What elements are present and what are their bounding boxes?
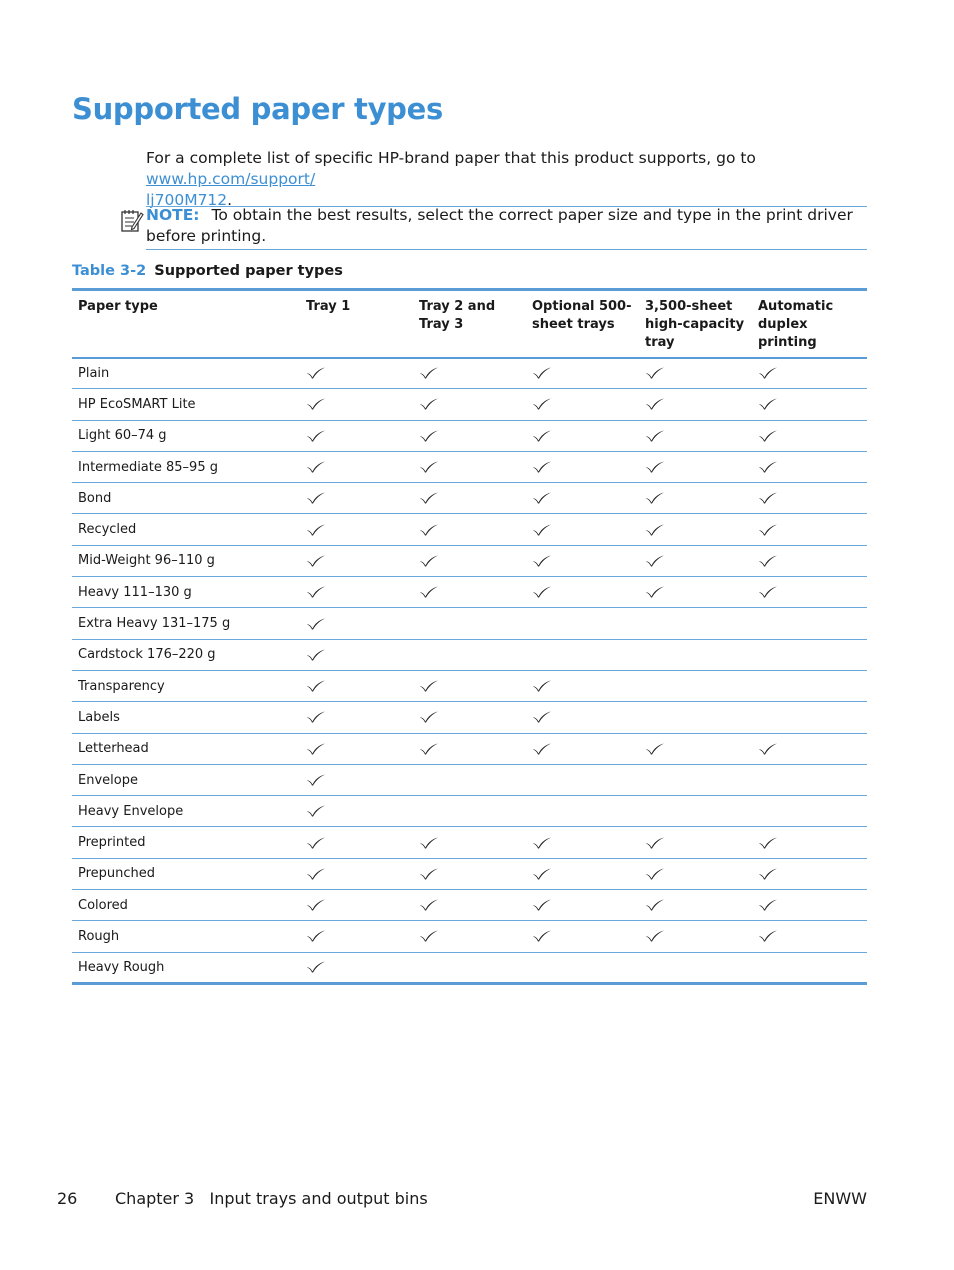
checkmark-icon	[419, 429, 439, 443]
support-cell	[639, 639, 752, 670]
intro-paragraph	[146, 148, 866, 211]
paper-type-cell: Preprinted	[72, 827, 300, 858]
support-cell	[300, 358, 413, 389]
support-cell	[413, 670, 526, 701]
table-row	[72, 420, 867, 451]
table-row	[72, 577, 867, 608]
checkmark-icon	[758, 460, 778, 474]
support-cell	[752, 358, 867, 389]
intro-text: For a complete list of specific HP-brand paper that this product supports, go to	[146, 149, 756, 167]
support-cell	[300, 420, 413, 451]
support-cell	[300, 577, 413, 608]
column-header: Tray 2 and Tray 3	[413, 290, 526, 358]
support-cell	[639, 514, 752, 545]
support-cell	[300, 702, 413, 733]
support-cell	[413, 702, 526, 733]
checkmark-icon	[419, 460, 439, 474]
support-cell	[413, 858, 526, 889]
checkmark-icon	[645, 867, 665, 881]
support-cell	[639, 670, 752, 701]
checkmark-icon	[419, 836, 439, 850]
checkmark-icon	[645, 585, 665, 599]
intro-end: .	[227, 191, 233, 209]
checkmark-icon	[645, 929, 665, 943]
table-row	[72, 358, 867, 389]
support-cell	[639, 608, 752, 639]
paper-type-cell: Rough	[72, 921, 300, 952]
checkmark-icon	[758, 397, 778, 411]
support-cell	[639, 702, 752, 733]
checkmark-icon	[306, 679, 326, 693]
support-link-continued[interactable]: lj700M712	[146, 191, 228, 209]
paper-type-cell: Heavy Rough	[78, 959, 165, 975]
support-cell	[526, 514, 639, 545]
checkmark-icon	[306, 397, 326, 411]
table-row	[72, 733, 867, 764]
support-cell	[526, 358, 639, 389]
paper-type-cell: Heavy 111–130 g	[72, 577, 300, 608]
support-cell	[639, 952, 752, 983]
checkmark-icon	[306, 836, 326, 850]
paper-type-cell: Labels	[72, 702, 300, 733]
checkmark-icon	[306, 898, 326, 912]
support-cell	[526, 921, 639, 952]
support-cell	[752, 545, 867, 576]
support-cell	[413, 420, 526, 451]
checkmark-icon	[532, 366, 552, 380]
support-cell	[639, 545, 752, 576]
checkmark-icon	[758, 867, 778, 881]
checkmark-icon	[419, 679, 439, 693]
note-pad-icon	[120, 207, 144, 233]
support-cell	[752, 796, 867, 827]
paper-type-cell: Recycled	[72, 514, 300, 545]
table-row	[72, 858, 867, 889]
checkmark-icon	[645, 898, 665, 912]
table-row	[72, 451, 867, 482]
paper-type-cell: Colored	[72, 890, 300, 921]
support-cell	[639, 764, 752, 795]
support-cell	[752, 577, 867, 608]
support-cell	[413, 764, 526, 795]
checkmark-icon	[306, 648, 326, 662]
checkmark-icon	[532, 523, 552, 537]
table-row	[72, 670, 867, 701]
checkmark-icon	[758, 898, 778, 912]
checkmark-icon	[532, 429, 552, 443]
support-cell	[752, 420, 867, 451]
support-cell	[413, 639, 526, 670]
support-cell	[526, 577, 639, 608]
checkmark-icon	[758, 929, 778, 943]
support-cell	[300, 733, 413, 764]
checkmark-icon	[532, 742, 552, 756]
support-cell	[413, 545, 526, 576]
checkmark-icon	[419, 523, 439, 537]
support-cell	[526, 389, 639, 420]
footer-locale: ENWW	[813, 1189, 867, 1208]
table-row	[72, 608, 867, 639]
footer-page-number: 26	[57, 1189, 78, 1208]
table-row	[72, 514, 867, 545]
paper-type-cell: Light 60–74 g	[72, 420, 300, 451]
table-row	[72, 890, 867, 921]
support-cell	[526, 827, 639, 858]
support-cell	[752, 514, 867, 545]
table-body	[72, 358, 867, 984]
support-cell	[526, 890, 639, 921]
support-cell	[752, 890, 867, 921]
checkmark-icon	[306, 929, 326, 943]
checkmark-icon	[306, 742, 326, 756]
checkmark-icon	[306, 617, 326, 631]
checkmark-icon	[758, 429, 778, 443]
support-cell	[413, 796, 526, 827]
table-row	[72, 827, 867, 858]
table-row	[72, 389, 867, 420]
support-cell	[752, 827, 867, 858]
support-cell	[300, 670, 413, 701]
note-bottom-rule	[146, 249, 867, 250]
support-cell	[300, 639, 413, 670]
checkmark-icon	[306, 867, 326, 881]
table-row	[72, 952, 867, 983]
paper-type-cell: Intermediate 85–95 g	[72, 451, 300, 482]
support-cell	[639, 890, 752, 921]
paper-type-cell: Prepunched	[72, 858, 300, 889]
column-header: Automatic duplex printing	[752, 290, 867, 358]
support-cell	[526, 858, 639, 889]
support-cell	[526, 670, 639, 701]
checkmark-icon	[419, 585, 439, 599]
checkmark-icon	[419, 710, 439, 724]
checkmark-icon	[758, 585, 778, 599]
checkmark-icon	[645, 742, 665, 756]
checkmark-icon	[419, 929, 439, 943]
table-row	[72, 483, 867, 514]
table-row	[72, 921, 867, 952]
support-cell	[300, 389, 413, 420]
checkmark-icon	[532, 867, 552, 881]
checkmark-icon	[645, 366, 665, 380]
checkmark-icon	[419, 366, 439, 380]
support-cell	[413, 483, 526, 514]
checkmark-icon	[532, 929, 552, 943]
paper-type-cell: Mid-Weight 96–110 g	[72, 545, 300, 576]
support-cell	[526, 764, 639, 795]
checkmark-icon	[645, 836, 665, 850]
support-cell	[526, 952, 639, 983]
support-cell	[526, 639, 639, 670]
support-cell	[300, 796, 413, 827]
support-cell	[752, 702, 867, 733]
paper-type-cell: Heavy Envelope	[72, 796, 300, 827]
support-cell	[413, 514, 526, 545]
checkmark-icon	[532, 585, 552, 599]
column-header: Optional 500- sheet trays	[526, 290, 639, 358]
support-cell	[639, 420, 752, 451]
support-cell	[752, 858, 867, 889]
checkmark-icon	[419, 491, 439, 505]
support-cell	[639, 451, 752, 482]
checkmark-icon	[306, 366, 326, 380]
checkmark-icon	[306, 960, 326, 974]
paper-type-cell: Letterhead	[72, 733, 300, 764]
checkmark-icon	[645, 523, 665, 537]
checkmark-icon	[758, 366, 778, 380]
support-cell	[639, 827, 752, 858]
paper-type-cell: Transparency	[72, 670, 300, 701]
paper-type-cell: HP EcoSMART Lite	[72, 389, 300, 420]
support-cell	[752, 639, 867, 670]
support-cell	[752, 608, 867, 639]
support-cell	[413, 827, 526, 858]
table-title: Supported paper types	[154, 263, 343, 279]
paper-types-table	[72, 288, 867, 985]
table-caption	[72, 263, 343, 279]
checkmark-icon	[645, 460, 665, 474]
support-cell	[526, 545, 639, 576]
support-cell	[413, 921, 526, 952]
table-row	[72, 639, 867, 670]
paper-type-cell: Extra Heavy 131–175 g	[72, 608, 300, 639]
checkmark-icon	[645, 491, 665, 505]
support-cell	[752, 483, 867, 514]
paper-type-cell: Bond	[72, 483, 300, 514]
checkmark-icon	[532, 460, 552, 474]
checkmark-icon	[532, 836, 552, 850]
support-cell	[300, 545, 413, 576]
table-row	[72, 796, 867, 827]
table-row	[72, 764, 867, 795]
checkmark-icon	[306, 773, 326, 787]
support-cell	[752, 952, 867, 983]
checkmark-icon	[419, 554, 439, 568]
support-cell	[526, 451, 639, 482]
support-cell	[526, 420, 639, 451]
table-row	[72, 545, 867, 576]
note-text-block	[146, 205, 866, 247]
checkmark-icon	[758, 836, 778, 850]
checkmark-icon	[532, 397, 552, 411]
page-title: Supported paper types	[72, 92, 443, 126]
paper-type-cell: Plain	[72, 358, 300, 389]
table-header-row	[72, 290, 867, 358]
support-cell	[300, 483, 413, 514]
support-cell	[526, 483, 639, 514]
checkmark-icon	[306, 585, 326, 599]
checkmark-icon	[532, 898, 552, 912]
paper-type-cell: Envelope	[72, 764, 300, 795]
column-header: Paper type	[72, 290, 300, 358]
support-cell	[639, 483, 752, 514]
checkmark-icon	[645, 554, 665, 568]
table-number: Table 3-2	[72, 263, 147, 279]
support-cell	[413, 577, 526, 608]
checkmark-icon	[645, 397, 665, 411]
checkmark-icon	[758, 491, 778, 505]
support-cell	[300, 890, 413, 921]
support-cell	[752, 670, 867, 701]
support-cell	[300, 764, 413, 795]
checkmark-icon	[758, 742, 778, 756]
support-cell	[300, 921, 413, 952]
note-body: To obtain the best results, select the correct paper size and type in the print driver before printing.	[146, 206, 853, 245]
support-cell	[300, 952, 413, 983]
column-header: 3,500-sheet high-capacity tray	[639, 290, 752, 358]
note-label: NOTE:	[146, 206, 200, 224]
checkmark-icon	[532, 491, 552, 505]
checkmark-icon	[758, 523, 778, 537]
paper-type-cell: Cardstock 176–220 g	[72, 639, 300, 670]
support-cell	[526, 733, 639, 764]
support-cell	[752, 764, 867, 795]
checkmark-icon	[532, 710, 552, 724]
checkmark-icon	[419, 867, 439, 881]
support-link[interactable]: www.hp.com/support/	[146, 170, 316, 188]
checkmark-icon	[306, 554, 326, 568]
checkmark-icon	[532, 554, 552, 568]
checkmark-icon	[306, 804, 326, 818]
support-cell	[639, 358, 752, 389]
support-cell	[413, 733, 526, 764]
support-cell	[639, 921, 752, 952]
support-cell	[300, 514, 413, 545]
support-cell	[752, 451, 867, 482]
checkmark-icon	[419, 742, 439, 756]
support-cell	[752, 733, 867, 764]
support-cell	[639, 389, 752, 420]
support-cell	[300, 451, 413, 482]
checkmark-icon	[306, 460, 326, 474]
support-cell	[413, 389, 526, 420]
checkmark-icon	[306, 710, 326, 724]
checkmark-icon	[419, 397, 439, 411]
support-cell	[639, 796, 752, 827]
table-row	[72, 702, 867, 733]
checkmark-icon	[758, 554, 778, 568]
checkmark-icon	[306, 523, 326, 537]
support-cell	[526, 608, 639, 639]
support-cell	[300, 827, 413, 858]
support-cell	[413, 608, 526, 639]
checkmark-icon	[645, 429, 665, 443]
checkmark-icon	[419, 898, 439, 912]
support-cell	[413, 952, 526, 983]
footer-chapter: Chapter 3 Input trays and output bins	[115, 1189, 428, 1208]
support-cell	[413, 451, 526, 482]
support-cell	[639, 577, 752, 608]
column-header: Tray 1	[300, 290, 413, 358]
support-cell	[413, 358, 526, 389]
support-cell	[300, 858, 413, 889]
checkmark-icon	[306, 429, 326, 443]
checkmark-icon	[306, 491, 326, 505]
support-cell	[752, 921, 867, 952]
support-cell	[413, 890, 526, 921]
support-cell	[526, 796, 639, 827]
support-cell	[639, 733, 752, 764]
support-cell	[526, 702, 639, 733]
support-cell	[300, 608, 413, 639]
checkmark-icon	[532, 679, 552, 693]
support-cell	[752, 389, 867, 420]
support-cell	[639, 858, 752, 889]
